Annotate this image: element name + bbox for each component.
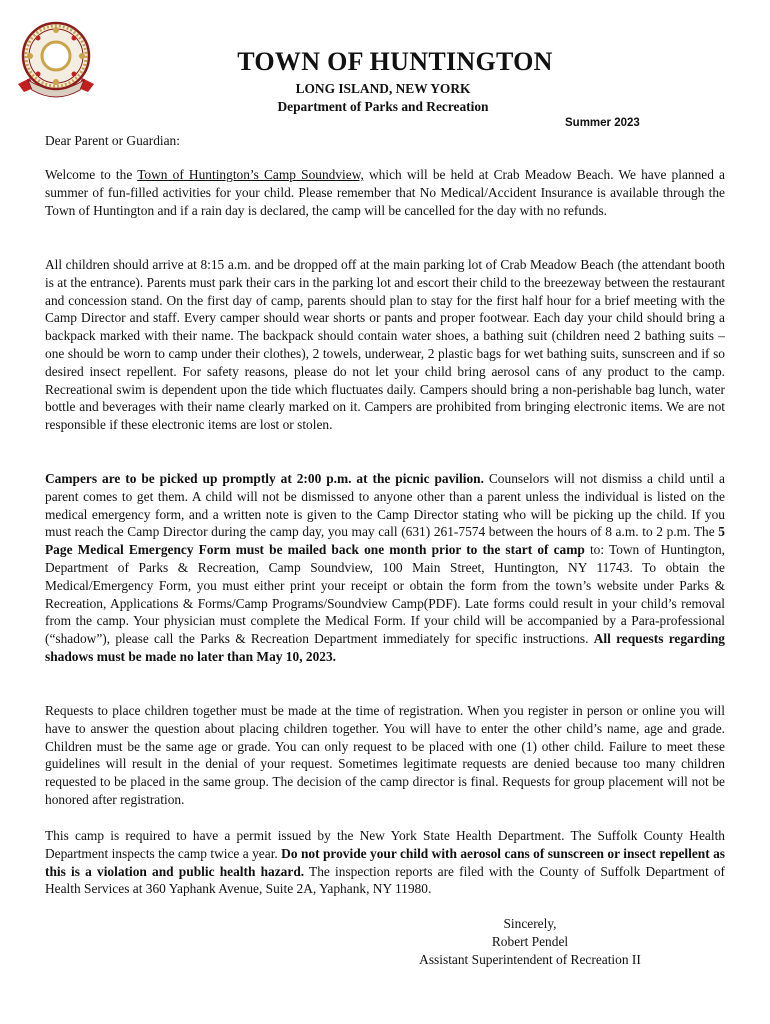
pickup-time-notice: Campers are to be picked up promptly at 2:00 p.m. at the picnic pavilion. xyxy=(45,471,484,486)
paragraph-welcome xyxy=(45,166,725,219)
permit-text-2: The inspection reports are filed with the County of Suffolk Department of Health Services at 360 Yaphank Avenue, Suite 2A, Yaphank, NY 11980. xyxy=(45,863,726,897)
letter-greeting: Dear Parent or Guardian: xyxy=(45,133,180,148)
season-label: Summer 2023 xyxy=(565,117,640,129)
paragraph-placement: Requests to place children together must be made at the time of registration. When you register in person or online you will have to answer the question about placing children together. You will have to enter the other child’s name, age and grade. Children must be the same age or grade. You can only request to be placed with one (1) other child. Failure to meet these guidelines will result in the denial of your request. Sometimes legitimate requests are denied because too many children requested to be placed in the same group. The decision of the camp director is final. Requests for group placement will not be honored after registration. xyxy=(45,703,725,807)
location-subtitle: LONG ISLAND, NEW YORK xyxy=(295,81,471,96)
signer-title: Assistant Superintendent of Recreation II xyxy=(419,952,641,967)
shadow-deadline-notice: All requests regarding shadows must be made no later than May 10, 2023. xyxy=(45,631,725,664)
valediction: Sincerely, xyxy=(503,916,557,931)
paragraph-pickup xyxy=(45,470,725,666)
department-subtitle: Department of Parks and Recreation xyxy=(277,99,489,114)
aerosol-warning: Do not provide your child with aerosol cans of sunscreen or insect repellent as this is a violation and public health hazard. xyxy=(45,845,725,879)
signer-name: Robert Pendel xyxy=(491,934,569,949)
permit-text-1: This camp is required to have a permit issued by the New York State Health Department. The Suffolk County Health Department inspects the camp twice a year. xyxy=(45,828,725,861)
pickup-text-1: Counselors will not dismiss a child until a parent comes to get them. A child will not be dismissed to anyone other than a parent unless the individual is listed on the medical emergency form, and a written note is given to the Camp Director stating who will be picking up the child. If you must reach the Camp Director during the camp day, you may call (631) 261-7574 between the hours of 8 a.m. to 2 p.m. The xyxy=(45,471,725,540)
paragraph-arrival: All children should arrive at 8:15 a.m. and be dropped off at the main parking lot of Crab Meadow Beach (the attendant booth is at the entrance). Parents must park their cars in the parking lot and escort their child to the breezeway between the restaurant and concession stand. On the first day of camp, parents should plan to stay for the first half hour for a brief meeting with the Camp Director and staff. Every camper should wear shorts or pants and proper footwear. Each day your child should bring a backpack marked with their name. The backpack should contain water shoes, a bathing suit (children need 2 bathing suits – one should be worn to camp under their clothes), 2 towels, underwear, 2 plastic bags for wet bathing suits, sunscreen and if so desired insect repellent. For safety reasons, please do not let your child bring aerosol cans of any product to the camp. Recreational swim is dependent upon the tide which fluctuates daily. Campers should bring a non-perishable bag lunch, water bottle and beverages with their name clearly marked on it. Campers are prohibited from bringing electronic items. We are not responsible if these electronic items are lost or stolen. xyxy=(45,257,725,433)
document-title: TOWN OF HUNTINGTON xyxy=(237,47,553,76)
pickup-text-2: to: Town of Huntington, Department of Parks & Recreation, Camp Soundview, 100 Main Street, Huntington, NY 11743. To obtain the Medical/Emergency Form, you must either print your receipt or obtain the form from the town’s website under Parks & Recreation, Applications & Forms/Camp Programs/Soundview Camp(PDF). Late forms could result in your child’s removal from the camp. Your physician must complete the Medical Form. If your child will be accompanied by a Para-professional (“shadow”), please call the Parks & Recreation Department immediately for specific instructions. xyxy=(45,542,725,647)
welcome-text-body: which will be held at Crab Meadow Beach. We have planned a summer of fun-filled activities for your child. Please remember that No Medical/Accident Insurance is available through the Town of Huntington and if a rain day is declared, the camp will be cancelled for the day with no refunds. xyxy=(45,167,725,218)
medical-form-notice: 5 Page Medical Emergency Form must be mailed back one month prior to the start of camp xyxy=(45,524,725,558)
paragraph-permit xyxy=(45,827,725,898)
welcome-text-lead: Welcome to the xyxy=(45,167,138,182)
camp-soundview-link[interactable]: Town of Huntington’s Camp Soundview, xyxy=(137,167,364,182)
